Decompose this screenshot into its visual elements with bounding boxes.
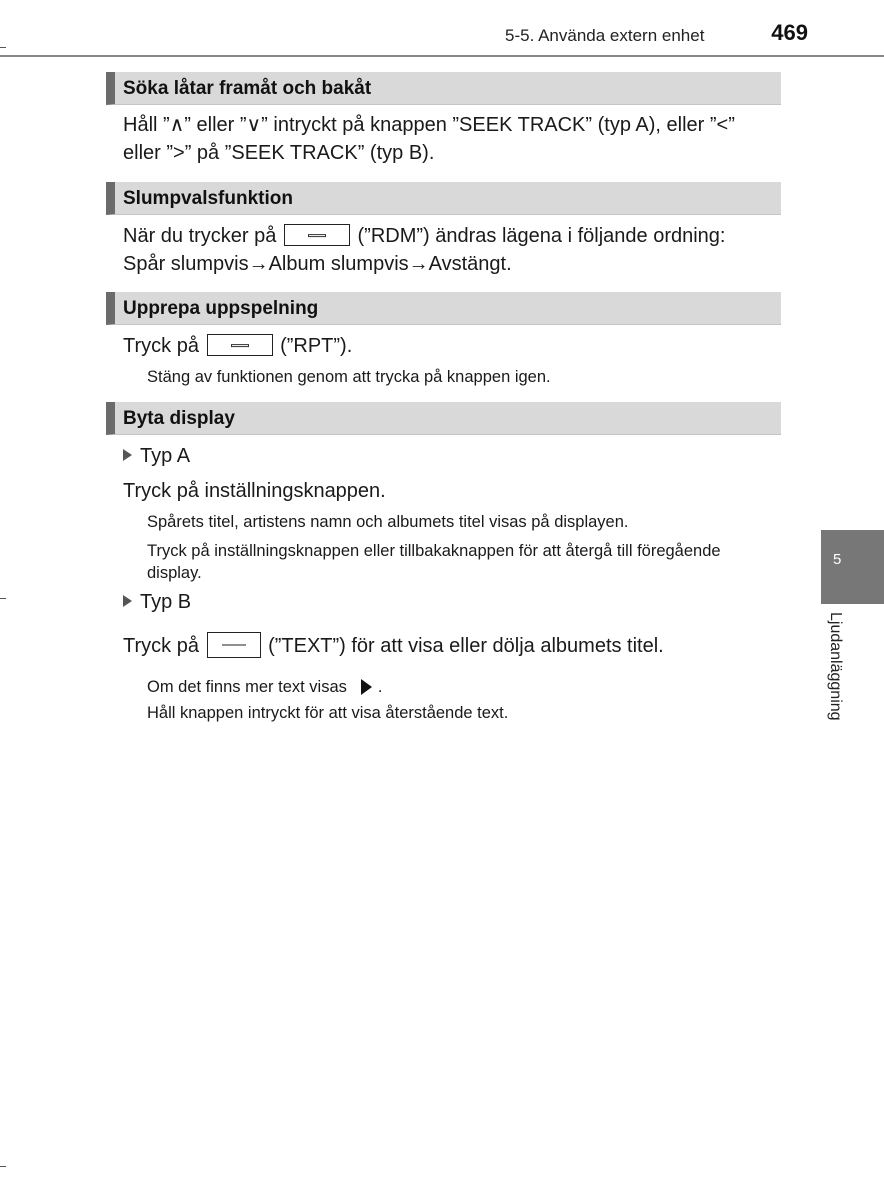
- page-number: 469: [771, 20, 808, 45]
- header-rule: [0, 55, 884, 57]
- type-b-note1-before: Om det finns mer text visas: [147, 678, 347, 696]
- type-a-note2-line1: Tryck på inställningsknappen eller tillbakaknappen för att återgå till föregående: [147, 542, 721, 560]
- repeat-note: Stäng av funktionen genom att trycka på knappen igen.: [147, 368, 551, 386]
- type-a-label: Typ A: [140, 445, 191, 467]
- type-b-heading: [123, 588, 191, 616]
- type-a-heading: [123, 442, 190, 470]
- type-b-text-after: (”TEXT”) för att visa eller dölja albumets titel.: [268, 635, 664, 657]
- type-b-note2: Håll knappen intryckt för att visa återstående text.: [147, 704, 509, 722]
- random-text-line1: [123, 222, 725, 250]
- seek-text-line2: eller ”>” på ”SEEK TRACK” (typ B).: [123, 142, 435, 164]
- rdm-button-icon: [284, 224, 350, 246]
- chapter-tab: [821, 530, 884, 604]
- type-a-note1: Spårets titel, artistens namn och albumets titel visas på displayen.: [147, 513, 629, 531]
- section-header-display: [106, 402, 781, 435]
- chapter-tab-number: 5: [833, 551, 842, 568]
- section-title: Slumpvalsfunktion: [123, 188, 293, 209]
- type-a-note2-line2: display.: [147, 564, 202, 582]
- repeat-text-after: (”RPT”).: [280, 335, 353, 357]
- chapter-heading: 5-5. Använda extern enhet: [505, 26, 705, 45]
- section-header-random: [106, 182, 781, 215]
- chapter-tab-label: Ljudanläggning: [827, 612, 844, 721]
- section-header-seek: [106, 72, 781, 105]
- repeat-text: [123, 332, 352, 360]
- type-b-note1-after: .: [377, 678, 383, 696]
- crop-mark: [0, 598, 6, 599]
- triangle-bullet-icon: [123, 595, 132, 607]
- type-a-text: Tryck på inställningsknappen.: [123, 480, 386, 502]
- seek-text-line1: Håll ”∧” eller ”∨” intryckt på knappen ”SEEK TRACK” (typ A), eller ”<”: [123, 114, 735, 136]
- type-b-note1: [147, 676, 383, 698]
- section-title: Söka låtar framåt och bakåt: [123, 78, 372, 99]
- random-text-after: (”RDM”) ändras lägena i följande ordning:: [357, 225, 726, 247]
- section-header-repeat: [106, 292, 781, 325]
- type-b-text: [123, 632, 664, 660]
- random-text-before: När du trycker på: [123, 225, 277, 247]
- triangle-bullet-icon: [123, 449, 132, 461]
- section-title: Byta display: [123, 408, 235, 429]
- type-b-text-before: Tryck på: [123, 635, 199, 657]
- text-button-icon: [207, 632, 261, 658]
- crop-mark: [0, 1166, 6, 1167]
- type-b-label: Typ B: [140, 591, 192, 613]
- rpt-button-icon: [207, 334, 273, 356]
- play-arrow-icon: [361, 679, 372, 695]
- crop-mark: [0, 47, 6, 48]
- repeat-text-before: Tryck på: [123, 335, 199, 357]
- section-title: Upprepa uppspelning: [123, 298, 319, 319]
- random-text-line2: Spår slumpvis→Album slumpvis→Avstängt.: [123, 253, 512, 275]
